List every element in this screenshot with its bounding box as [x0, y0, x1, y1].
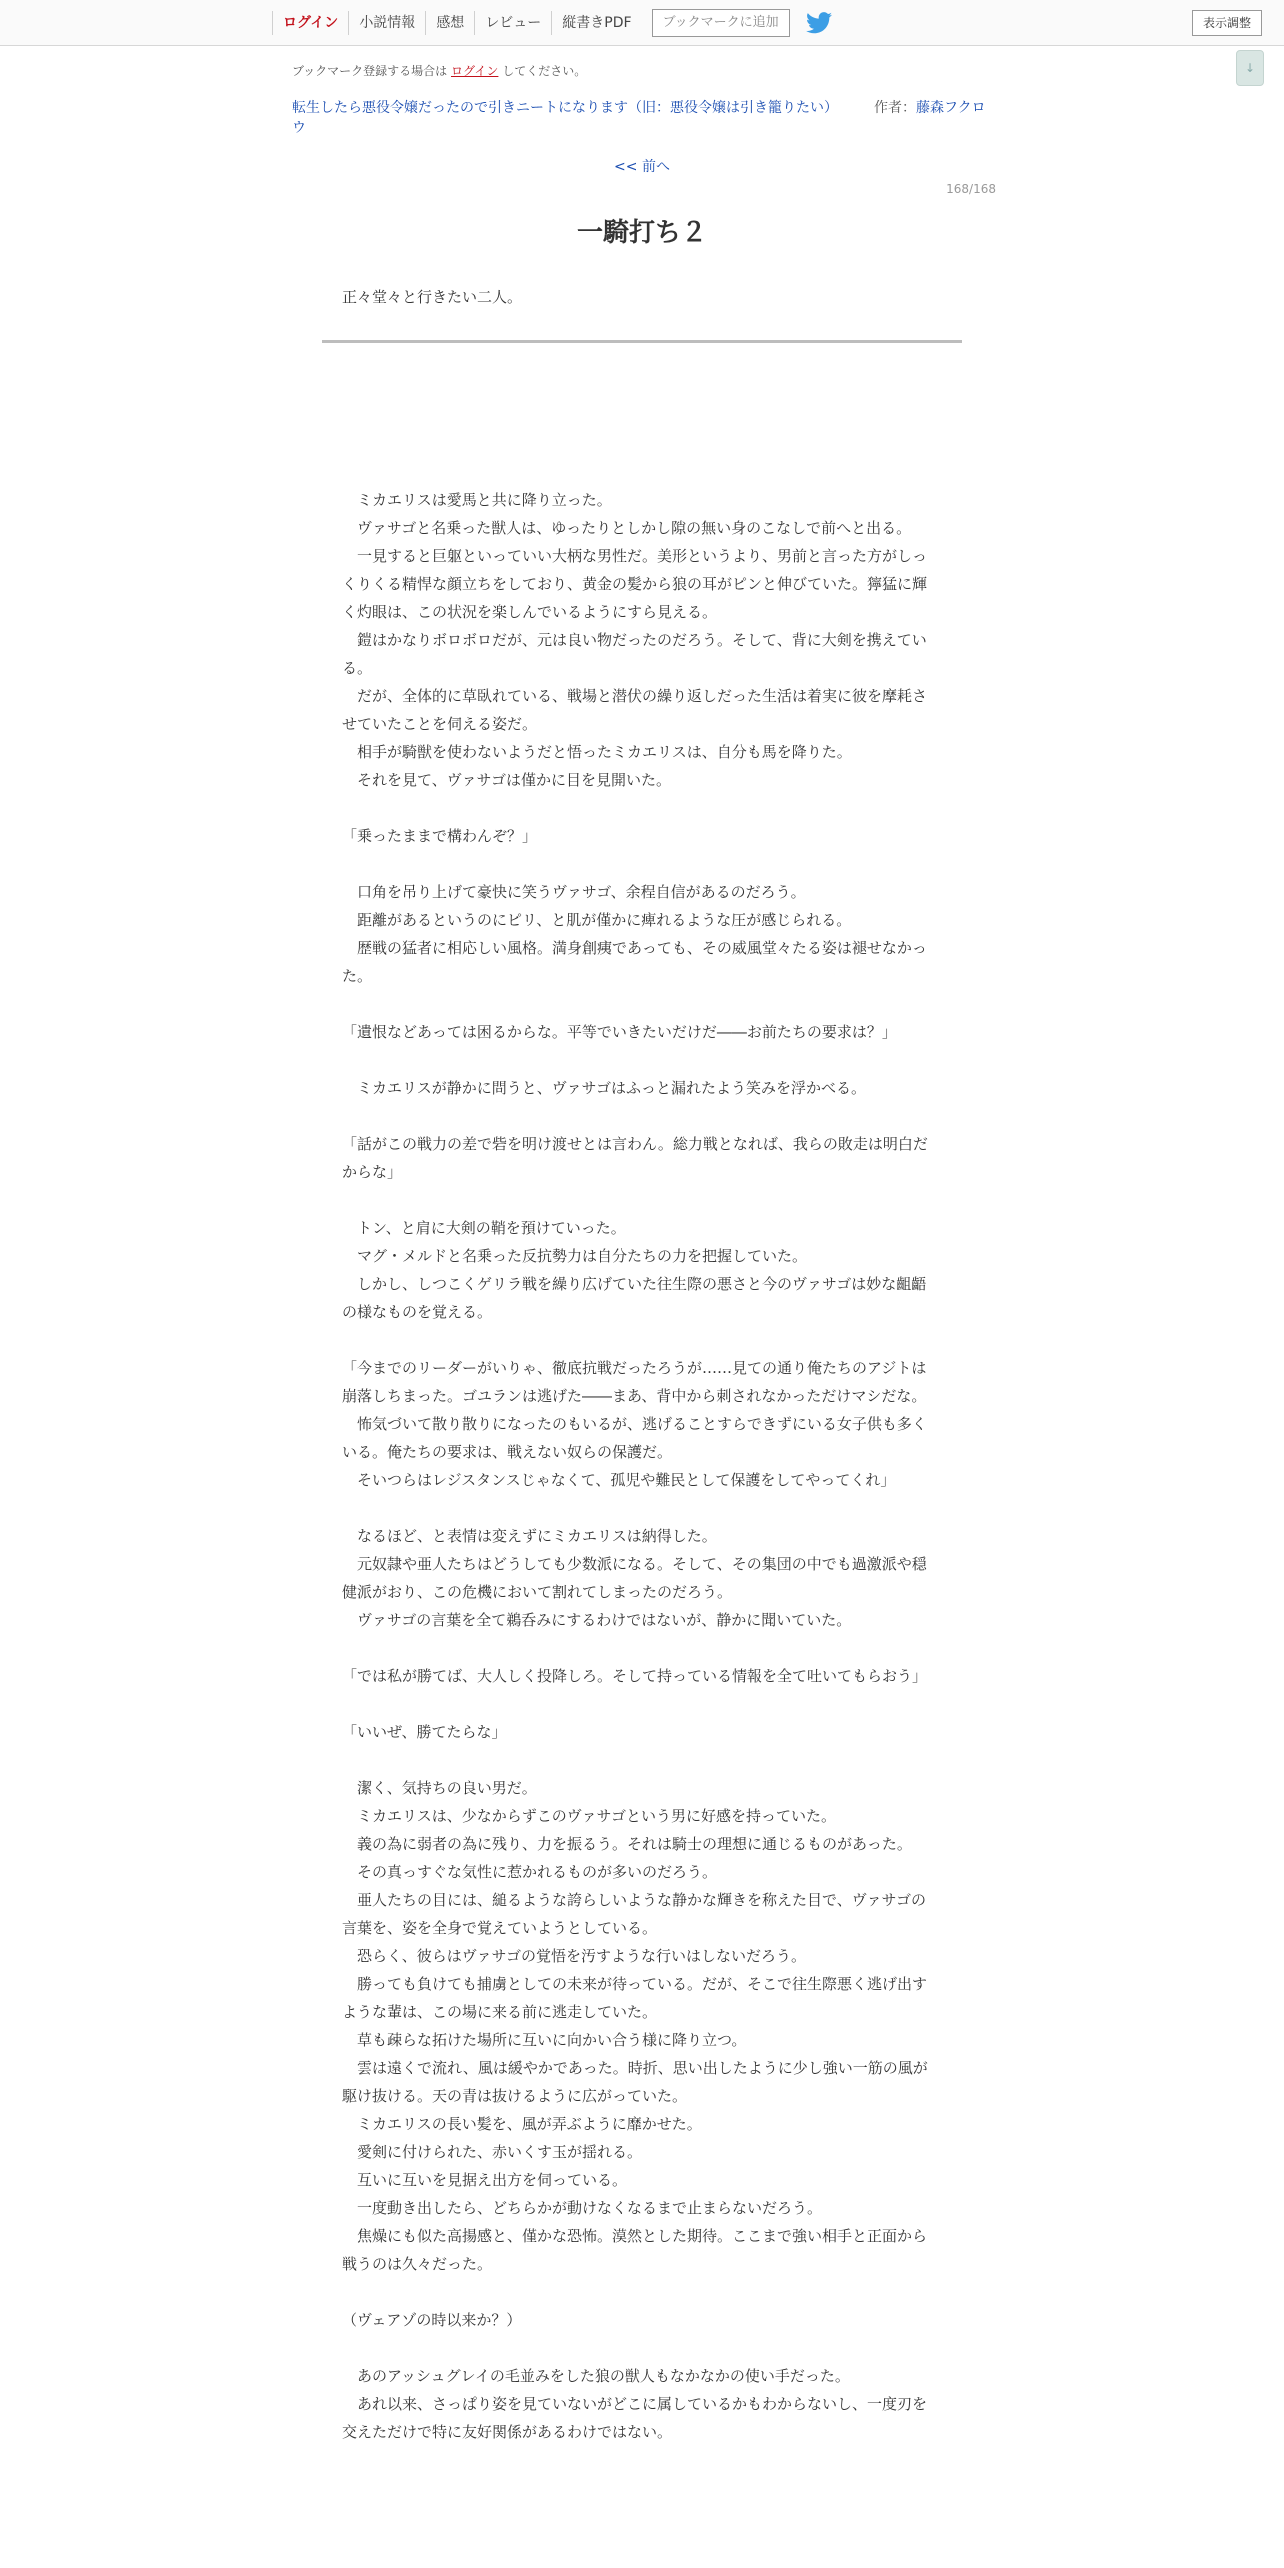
body-line: しかし、しつこくゲリラ戦を繰り広げていた往生際の悪さと今のヴァサゴは妙な齟齬の様なものを覚える。	[342, 1275, 927, 1321]
body-line: 義の為に弱者の為に残り、力を振るう。それは騎士の理想に通じるものがあった。	[342, 1835, 912, 1853]
body-line: 一見すると巨躯といっていい大柄な男性だ。美形というより、男前と言った方がしっくりくる精悍な顔立ちをしており、黄金の髪から狼の耳がピンと伸びていた。獰猛に輝く灼眼は、この状況を楽しんでいるようにすら見える。	[342, 547, 928, 621]
nav-novel-info-link[interactable]: 小説情報	[348, 11, 425, 35]
body-line: 「今までのリーダーがいりゃ、徹底抗戦だったろうが……見ての通り俺たちのアジトは崩落しちまった。ゴユランは逃げた――まあ、背中から刺されなかっただけマシだな。	[342, 1359, 927, 1405]
body-line: 「話がこの戦力の差で砦を明け渡せとは言わん。総力戦となれば、我らの敗走は明白だからな」	[342, 1135, 928, 1181]
body-line: 勝っても負けても捕虜としての未来が待っている。だが、そこで往生際悪く逃げ出すような輩は、この場に来る前に逃走していた。	[342, 1975, 928, 2021]
body-line: 「では私が勝てば、大人しく投降しろ。そして持っている情報を全て吐いてもらおう」	[342, 1667, 928, 1685]
body-line: その真っすぐな気性に惹かれるものが多いのだろう。	[342, 1863, 718, 1881]
author-label: 作者：	[874, 100, 916, 116]
body-line: だが、全体的に草臥れている、戦場と潜伏の繰り返しだった生活は着実に彼を摩耗させていたことを伺える姿だ。	[342, 687, 928, 733]
add-bookmark-button[interactable]: ブックマークに追加	[652, 9, 790, 37]
chapter-title: 一騎打ち２	[576, 218, 707, 248]
body-line: 距離があるというのにピリ、と肌が僅かに痺れるような圧が感じられる。	[342, 911, 852, 929]
author-link[interactable]: 藤森フクロウ	[292, 100, 986, 136]
prev-page-link[interactable]: << 前へ	[614, 159, 670, 175]
body-line: 「遺恨などあっては困るからな。平等でいきたいだけだ――お前たちの要求は？」	[342, 1023, 897, 1041]
body-line	[342, 1326, 938, 1354]
body-line: トン、と肩に大剣の鞘を預けていった。	[342, 1219, 626, 1237]
body-line: 元奴隷や亜人たちはどうしても少数派になる。そして、その集団の中でも過激派や穏健派がおり、この危機において割れてしまったのだろう。	[342, 1555, 927, 1601]
page-count: 168/168	[946, 182, 996, 196]
body-line	[342, 1186, 938, 1214]
body-line: 草も疎らな拓けた場所に互いに向かい合う様に降り立つ。	[342, 2031, 747, 2049]
nav-menu	[272, 0, 832, 46]
body-line: あのアッシュグレイの毛並みをした狼の獣人もなかなかの使い手だった。	[342, 2367, 850, 2385]
body-line	[342, 2334, 938, 2362]
novel-title-link[interactable]: 転生したら悪役令嬢だったので引きニートになります（旧：悪役令嬢は引き籠りたい）	[292, 100, 838, 116]
nav-impressions-link[interactable]: 感想	[425, 11, 474, 35]
preface-divider	[322, 340, 962, 343]
body-line	[342, 1102, 938, 1130]
body-line	[342, 1046, 938, 1074]
body-line: 愛剣に付けられた、赤いくす玉が揺れる。	[342, 2143, 643, 2161]
body-line: 恐らく、彼らはヴァサゴの覚悟を汚すような行いはしないだろう。	[342, 1947, 806, 1965]
body-line: （ヴェアゾの時以来か？）	[342, 2311, 522, 2329]
display-settings-button[interactable]: 表示調整	[1192, 10, 1262, 36]
body-line: 歴戦の猛者に相応しい風格。満身創痍であっても、その威風堂々たる姿は褪せなかった。	[342, 939, 927, 985]
body-line: 「いいぜ、勝てたらな」	[342, 1723, 507, 1741]
body-line	[342, 1746, 938, 1774]
body-line: 雲は遠くで流れ、風は緩やかであった。時折、思い出したように少し強い一筋の風が駆け抜ける。天の青は抜けるように広がっていた。	[342, 2059, 928, 2105]
scroll-down-tab[interactable]: ↓	[1236, 50, 1264, 86]
bookmark-login-note	[292, 62, 586, 79]
bookmark-note-post: してください。	[502, 64, 587, 78]
body-line: それを見て、ヴァサゴは僅かに目を見開いた。	[342, 771, 671, 789]
chapter-preface: 正々堂々と行きたい二人。	[342, 288, 523, 306]
twitter-bird-icon[interactable]	[806, 12, 832, 34]
bookmark-note-login-link[interactable]: ログイン	[451, 64, 499, 78]
body-line	[342, 2278, 938, 2306]
body-line: マグ・メルドと名乗った反抗勢力は自分たちの力を把握していた。	[342, 1247, 808, 1265]
chapter-body	[342, 486, 938, 2446]
body-line: なるほど、と表情は変えずにミカエリスは納得した。	[342, 1527, 717, 1545]
bookmark-note-pre: ブックマーク登録する場合は	[292, 64, 448, 78]
top-navigation-bar	[0, 0, 1284, 46]
body-line	[342, 1634, 938, 1662]
body-line: ミカエリスは、少なからずこのヴァサゴという男に好感を持っていた。	[342, 1807, 836, 1825]
body-line: 焦燥にも似た高揚感と、僅かな恐怖。漠然とした期待。ここまで強い相手と正面から戦うのは久々だった。	[342, 2227, 928, 2273]
body-line: ミカエリスの長い髪を、風が弄ぶように靡かせた。	[342, 2115, 702, 2133]
body-line	[342, 794, 938, 822]
body-line: 亜人たちの目には、縋るような誇らしいような静かな輝きを称えた目で、ヴァサゴの言葉を、姿を全身で覚えていようとしている。	[342, 1891, 926, 1937]
body-line: 相手が騎獣を使わないようだと悟ったミカエリスは、自分も馬を降りた。	[342, 743, 852, 761]
body-line	[342, 850, 938, 878]
body-line: 口角を吊り上げて豪快に笑うヴァサゴ、余程自信があるのだろう。	[342, 883, 806, 901]
body-line: 「乗ったままで構わんぞ？」	[342, 827, 538, 845]
nav-vertical-pdf-link[interactable]: 縦書きPDF	[551, 11, 641, 35]
body-line: あれ以来、さっぱり姿を見ていないがどこに属しているかもわからないし、一度刃を交えただけで特に友好関係があるわけではない。	[342, 2395, 928, 2441]
body-line: ヴァサゴと名乗った獣人は、ゆったりとしかし隙の無い身のこなしで前へと出る。	[342, 519, 912, 537]
body-line: そいつらはレジスタンスじゃなくて、孤児や難民として保護をしてやってくれ」	[342, 1471, 896, 1489]
body-line: 潔く、気持ちの良い男だ。	[342, 1779, 537, 1797]
body-line	[342, 990, 938, 1018]
body-line: ミカエリスが静かに問うと、ヴァサゴはふっと漏れたよう笑みを浮かべる。	[342, 1079, 866, 1097]
nav-review-link[interactable]: レビュー	[474, 11, 551, 35]
body-line	[342, 1690, 938, 1718]
body-line: 鎧はかなりボロボロだが、元は良い物だったのだろう。そして、背に大剣を携えている。	[342, 631, 927, 677]
body-line: 怖気づいて散り散りになったのもいるが、逃げることすらできずにいる女子供も多くいる。俺たちの要求は、戦えない奴らの保護だ。	[342, 1415, 927, 1461]
nav-login-link[interactable]: ログイン	[272, 11, 348, 35]
novel-title-line	[292, 97, 992, 137]
body-line: 一度動き出したら、どちらかが動けなくなるまで止まらないだろう。	[342, 2199, 823, 2217]
body-line	[342, 1494, 938, 1522]
body-line: 互いに互いを見据え出方を伺っている。	[342, 2171, 628, 2189]
body-line: ミカエリスは愛馬と共に降り立った。	[342, 491, 612, 509]
body-line: ヴァサゴの言葉を全て鵜呑みにするわけではないが、静かに聞いていた。	[342, 1611, 852, 1629]
